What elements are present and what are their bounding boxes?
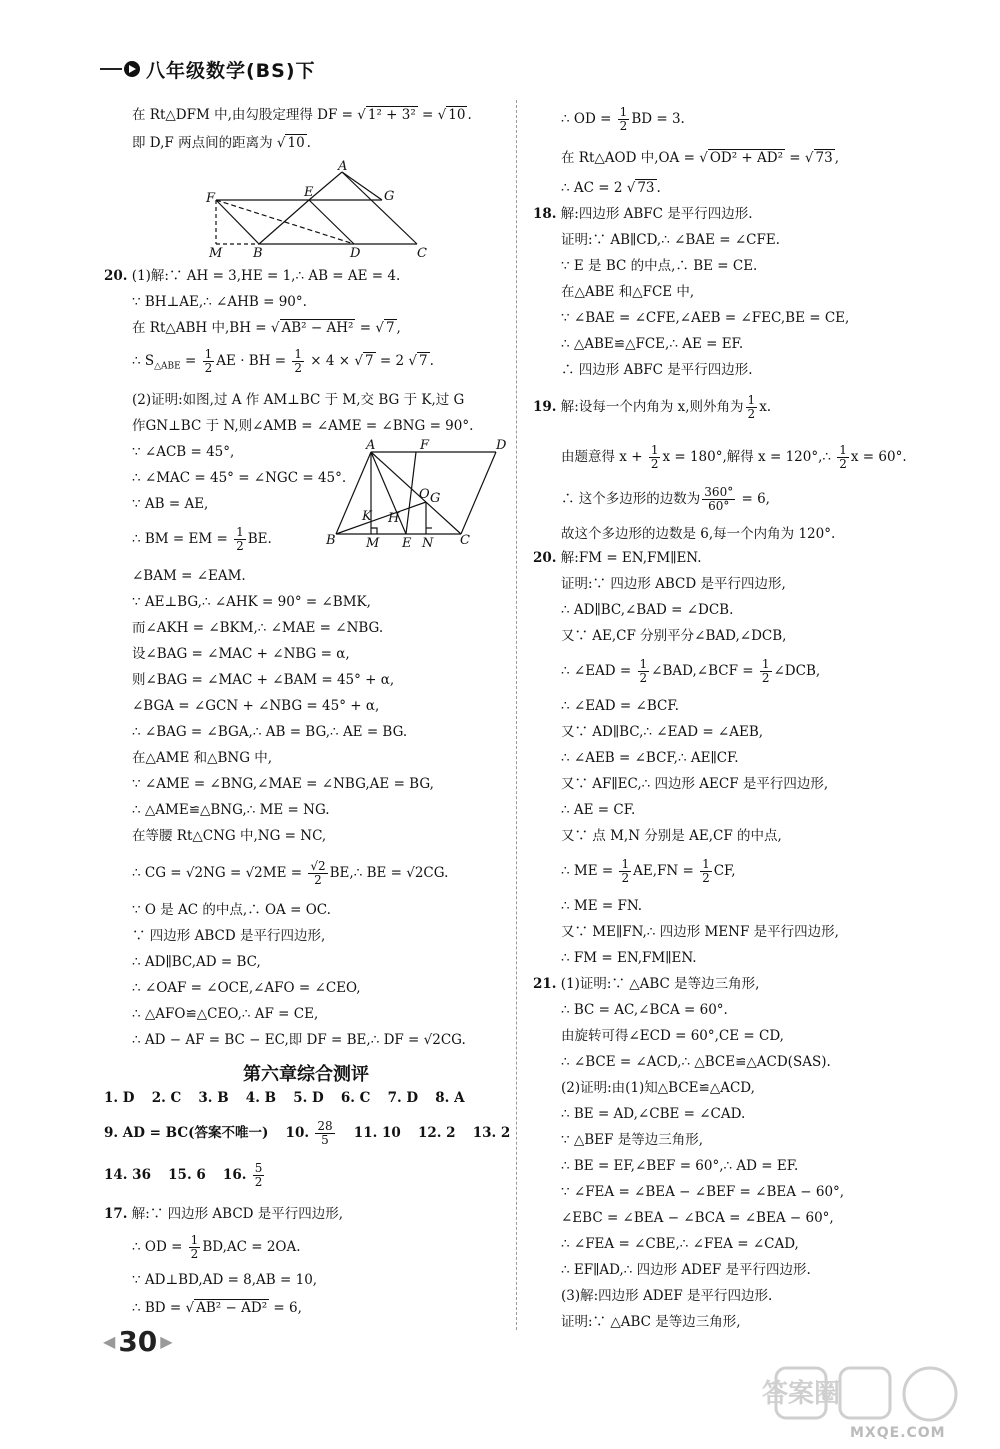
text-line: ∴ ∠BAG = ∠BGA,∴ AB = BG,∴ AE = BG. [132, 724, 408, 740]
text-line: 18. 解:四边形 ABFC 是平行四边形. [533, 206, 753, 222]
figure-parallelogram-2 [326, 440, 511, 550]
fig2-label: B [326, 533, 336, 548]
text-line: ∠EBC = ∠BEA − ∠BCA = ∠BEA − 60°, [561, 1210, 834, 1226]
fig2-label: O [419, 487, 430, 502]
text-line: 在等腰 Rt△CNG 中,NG = NC, [132, 828, 327, 844]
header-title: 八年级数学(BS)下 [146, 59, 316, 82]
text-line: 又∵ AF∥EC,∴ 四边形 AECF 是平行四边形, [561, 776, 829, 792]
fig2-label: E [402, 536, 412, 551]
text-line: 又∵ 点 M,N 分别是 AE,CF 的中点, [561, 828, 782, 844]
text-line: ∴ CG = √2NG = √2ME = $\frac{√2}{2}$ BE,∴ BE = √2CG. [132, 859, 449, 887]
fig2-label: C [460, 533, 470, 548]
fraction: $\frac{1}{2}$ [294, 347, 303, 375]
fig1-label: E [304, 185, 314, 200]
text-line: ∴ △AME≌△BNG,∴ ME = NG. [132, 802, 330, 818]
text-line: 在△AME 和△BNG 中, [132, 750, 273, 766]
fig2-label: A [366, 438, 376, 453]
play-logo-icon [124, 61, 140, 77]
arrow-right-icon: ▶ [160, 1332, 173, 1351]
text-line: 证明:∵ AB∥CD,∴ ∠BAE = ∠CFE. [561, 232, 780, 248]
fraction: $\frac{1}{2}$ [236, 525, 244, 553]
text-line: ∴ OD = $\frac{1}{2}$ BD = 3. [561, 105, 685, 133]
text-line: ∵ BH⊥AE,∴ ∠AHB = 90°. [132, 294, 307, 310]
text-line: ∵ AD⊥BD,AD = 8,AB = 10, [132, 1272, 318, 1288]
fig2-label: G [430, 491, 441, 506]
fraction: $\frac{√2}{2}$ [310, 859, 326, 887]
text-line: ∴ 四边形 ABFC 是平行四边形. [561, 362, 753, 378]
fig1-label: F [206, 191, 216, 206]
column-divider [516, 100, 517, 1330]
arrow-left-icon: ◀ [103, 1332, 116, 1351]
text-line: ∵ O 是 AC 的中点,∴ OA = OC. [132, 902, 331, 918]
text-line: 17. 解:∵ 四边形 ABCD 是平行四边形, [104, 1206, 344, 1222]
answers-row: 1. D 2. C 3. B 4. B 5. D 6. C 7. D 8. A [104, 1090, 465, 1106]
fig1-label: G [384, 189, 395, 204]
fraction: $\frac{1}{2}$ [650, 443, 659, 471]
text-line: 在 Rt△DFM 中,由勾股定理得 DF = √ 1² + 3² = √ 10 . [132, 107, 472, 123]
fig2-label: H [388, 511, 400, 526]
text-line: ∴ ∠BCE = ∠ACD,∴ △BCE≌△ACD(SAS). [561, 1054, 831, 1070]
text-line: ∴ AD − AF = BC − EC,即 DF = BE,∴ DF = √2CG. [132, 1032, 466, 1048]
text-line: ∴ $S_{\triangle ABE}$ = $\frac{1}{2}$ AE · BH = $\frac{1}{2}$ × 4 × √ 7 = 2 √ 7 . [132, 347, 434, 375]
text-line: 设∠BAG = ∠MAC + ∠NBG = α, [132, 646, 350, 662]
text-line: 即 D,F 两点间的距离为 √ 10 . [132, 135, 311, 151]
text-line: 作GN⊥BC 于 N,则∠AMB = ∠AME = ∠BNG = 90°. [132, 418, 474, 434]
fraction: $\frac{5}{2}$ [254, 1161, 263, 1189]
text-line: ∴ ∠FEA = ∠CBE,∴ ∠FEA = ∠CAD, [561, 1236, 799, 1252]
text-line: 在 Rt△AOD 中,OA = √ OD² + AD² = √ 73 , [561, 150, 839, 166]
text-line: ∴ BD = √ AB² − AD² = 6, [132, 1300, 302, 1316]
text-line: 由题意得 x + $\frac{1}{2}$ x = 180°,解得 x = 120°,∴ $\frac{1}{2}$ x = 60°. [561, 443, 907, 471]
text-line: ∵ ∠ACB = 45°, [132, 444, 235, 460]
section-title: 第六章综合测评 [243, 1064, 369, 1085]
text-line: ∴ ME = $\frac{1}{2}$ AE,FN = $\frac{1}{2}$ CF, [561, 857, 736, 885]
fraction: $\frac{1}{2}$ [190, 1233, 199, 1261]
text-line: ∵ E 是 BC 的中点,∴ BE = CE. [561, 258, 758, 274]
text-line: ∴ AD∥BC,∠BAD = ∠DCB. [561, 602, 734, 618]
fraction: $\frac{1}{2}$ [619, 105, 628, 133]
text-line: ∴ ∠EAD = ∠BCF. [561, 698, 679, 714]
text-line: ∴ ME = FN. [561, 898, 643, 914]
text-line: 证明:∵ △ABC 是等边三角形, [561, 1314, 741, 1330]
seal-char: 答案圈 [761, 1379, 841, 1409]
fraction: $\frac{1}{2}$ [761, 657, 770, 685]
text-line: ∴ △ABE≌△FCE,∴ AE = EF. [561, 336, 744, 352]
text-line: 又∵ AD∥BC,∴ ∠EAD = ∠AEB, [561, 724, 764, 740]
text-line: ∴ AE = CF. [561, 802, 636, 818]
watermark-text: MXQE.COM [850, 1425, 946, 1441]
text-line: ∴ AC = 2 √ 73 . [561, 180, 661, 196]
text-line: ∵ ∠FEA = ∠BEA − ∠BEF = ∠BEA − 60°, [561, 1184, 845, 1200]
fig1-label: C [417, 246, 427, 261]
fig2-label: M [366, 536, 380, 551]
text-line: 20. 解:FM = EN,FM∥EN. [533, 550, 702, 566]
fig1-label: M [209, 246, 223, 261]
text-line: ∴ ∠AEB = ∠BCF,∴ AE∥CF. [561, 750, 739, 766]
text-line: ∴ △AFO≌△CEO,∴ AF = CE, [132, 1006, 319, 1022]
text-line: 而∠AKH = ∠BKM,∴ ∠MAE = ∠NBG. [132, 620, 384, 636]
text-line: (3)解:四边形 ADEF 是平行四边形. [561, 1288, 773, 1304]
fig1-label: D [350, 246, 361, 261]
fig2-label: N [422, 536, 434, 551]
answers-row: 14. 36 15. 6 16. $\frac{5}{2}$ [104, 1161, 263, 1189]
fraction: $\frac{1}{2}$ [747, 393, 756, 421]
text-line: ∠BGA = ∠GCN + ∠NBG = 45° + α, [132, 698, 380, 714]
text-line: ∴ OD = $\frac{1}{2}$ BD,AC = 2OA. [132, 1233, 301, 1261]
page-number: ◀ 30 ▶ [103, 1325, 173, 1358]
figure-parallelogram-1 [204, 160, 444, 260]
text-line: 证明:∵ 四边形 ABCD 是平行四边形, [561, 576, 786, 592]
text-line: (2)证明:由(1)知△BCE≌△ACD, [561, 1080, 755, 1096]
text-line: ∴ BE = EF,∠BEF = 60°,∴ AD = EF. [561, 1158, 799, 1174]
text-line: 又∵ ME∥FN,∴ 四边形 MENF 是平行四边形, [561, 924, 839, 940]
text-line: 20. (1)解:∵ AH = 3,HE = 1,∴ AB = AE = 4. [104, 268, 401, 284]
text-line: ∴ FM = EN,FM∥EN. [561, 950, 697, 966]
text-line: 在△ABE 和△FCE 中, [561, 284, 695, 300]
fig2-label: K [362, 509, 372, 524]
text-line: 故这个多边形的边数是 6,每一个内角为 120°. [561, 526, 836, 542]
fraction: $\frac{1}{2}$ [621, 857, 630, 885]
text-line: (2)证明:如图,过 A 作 AM⊥BC 于 M,交 BG 于 K,过 G [132, 392, 465, 408]
text-line: ∠BAM = ∠EAM. [132, 568, 246, 584]
text-line: 21. (1)证明:∵ △ABC 是等边三角形, [533, 976, 760, 992]
text-line: ∴ ∠EAD = $\frac{1}{2}$ ∠BAD,∠BCF = $\frac{1}{2}$ ∠DCB, [561, 657, 821, 685]
text-line: 19. 解:设每一个内角为 x,则外角为 $\frac{1}{2}$ x. [533, 393, 772, 421]
text-line: ∴ EF∥AD,∴ 四边形 ADEF 是平行四边形. [561, 1262, 811, 1278]
text-line: ∴ ∠MAC = 45° = ∠NGC = 45°. [132, 470, 347, 486]
fraction: $\frac{1}{2}$ [702, 857, 710, 885]
text-line: ∵ AE⊥BG,∴ ∠AHK = 90° = ∠BMK, [132, 594, 371, 610]
text-line: ∴ BC = AC,∠BCA = 60°. [561, 1002, 728, 1018]
header-rule [100, 68, 122, 70]
fig1-label: A [338, 159, 348, 174]
text-line: 由旋转可得∠ECD = 60°,CE = CD, [561, 1028, 784, 1044]
fig1-label: B [253, 246, 263, 261]
text-line: ∴ AD∥BC,AD = BC, [132, 954, 261, 970]
fraction: $\frac{1}{2}$ [839, 443, 847, 471]
fraction: $\frac{1}{2}$ [639, 657, 648, 685]
fig2-label: D [496, 438, 507, 453]
text-line: ∴ BE = AD,∠CBE = ∠CAD. [561, 1106, 746, 1122]
text-line: ∴ 这个多边形的边数为 $\frac{360^\circ}{60^\circ}$ = 6, [561, 485, 770, 513]
text-line: 又∵ AE,CF 分别平分∠BAD,∠DCB, [561, 628, 787, 644]
answers-row: 9. AD = BC(答案不唯一) 10. $\frac{28}{5}$ 11. 10 12. 2 13. 2 [104, 1119, 511, 1147]
text-line: ∴ ∠OAF = ∠OCE,∠AFO = ∠CEO, [132, 980, 361, 996]
fig2-label: F [420, 438, 430, 453]
fraction: $\frac{1}{2}$ [204, 347, 213, 375]
text-line: ∵ 四边形 ABCD 是平行四边形, [132, 928, 326, 944]
page-header [100, 52, 520, 86]
fraction: $\frac{360^\circ}{60^\circ}$ [704, 485, 734, 513]
text-line: ∴ BM = EM = $\frac{1}{2}$ BE. [132, 525, 272, 553]
text-line: 在 Rt△ABH 中,BH = √ AB² − AH² = √ 7 , [132, 320, 401, 336]
text-line: ∵ AB = AE, [132, 496, 209, 512]
fraction: $\frac{28}{5}$ [317, 1119, 333, 1147]
text-line: ∵ ∠AME = ∠BNG,∠MAE = ∠NBG,AE = BG, [132, 776, 434, 792]
text-line: ∵ ∠BAE = ∠CFE,∠AEB = ∠FEC,BE = CE, [561, 310, 850, 326]
text-line: 则∠BAG = ∠MAC + ∠BAM = 45° + α, [132, 672, 395, 688]
text-line: ∵ △BEF 是等边三角形, [561, 1132, 703, 1148]
